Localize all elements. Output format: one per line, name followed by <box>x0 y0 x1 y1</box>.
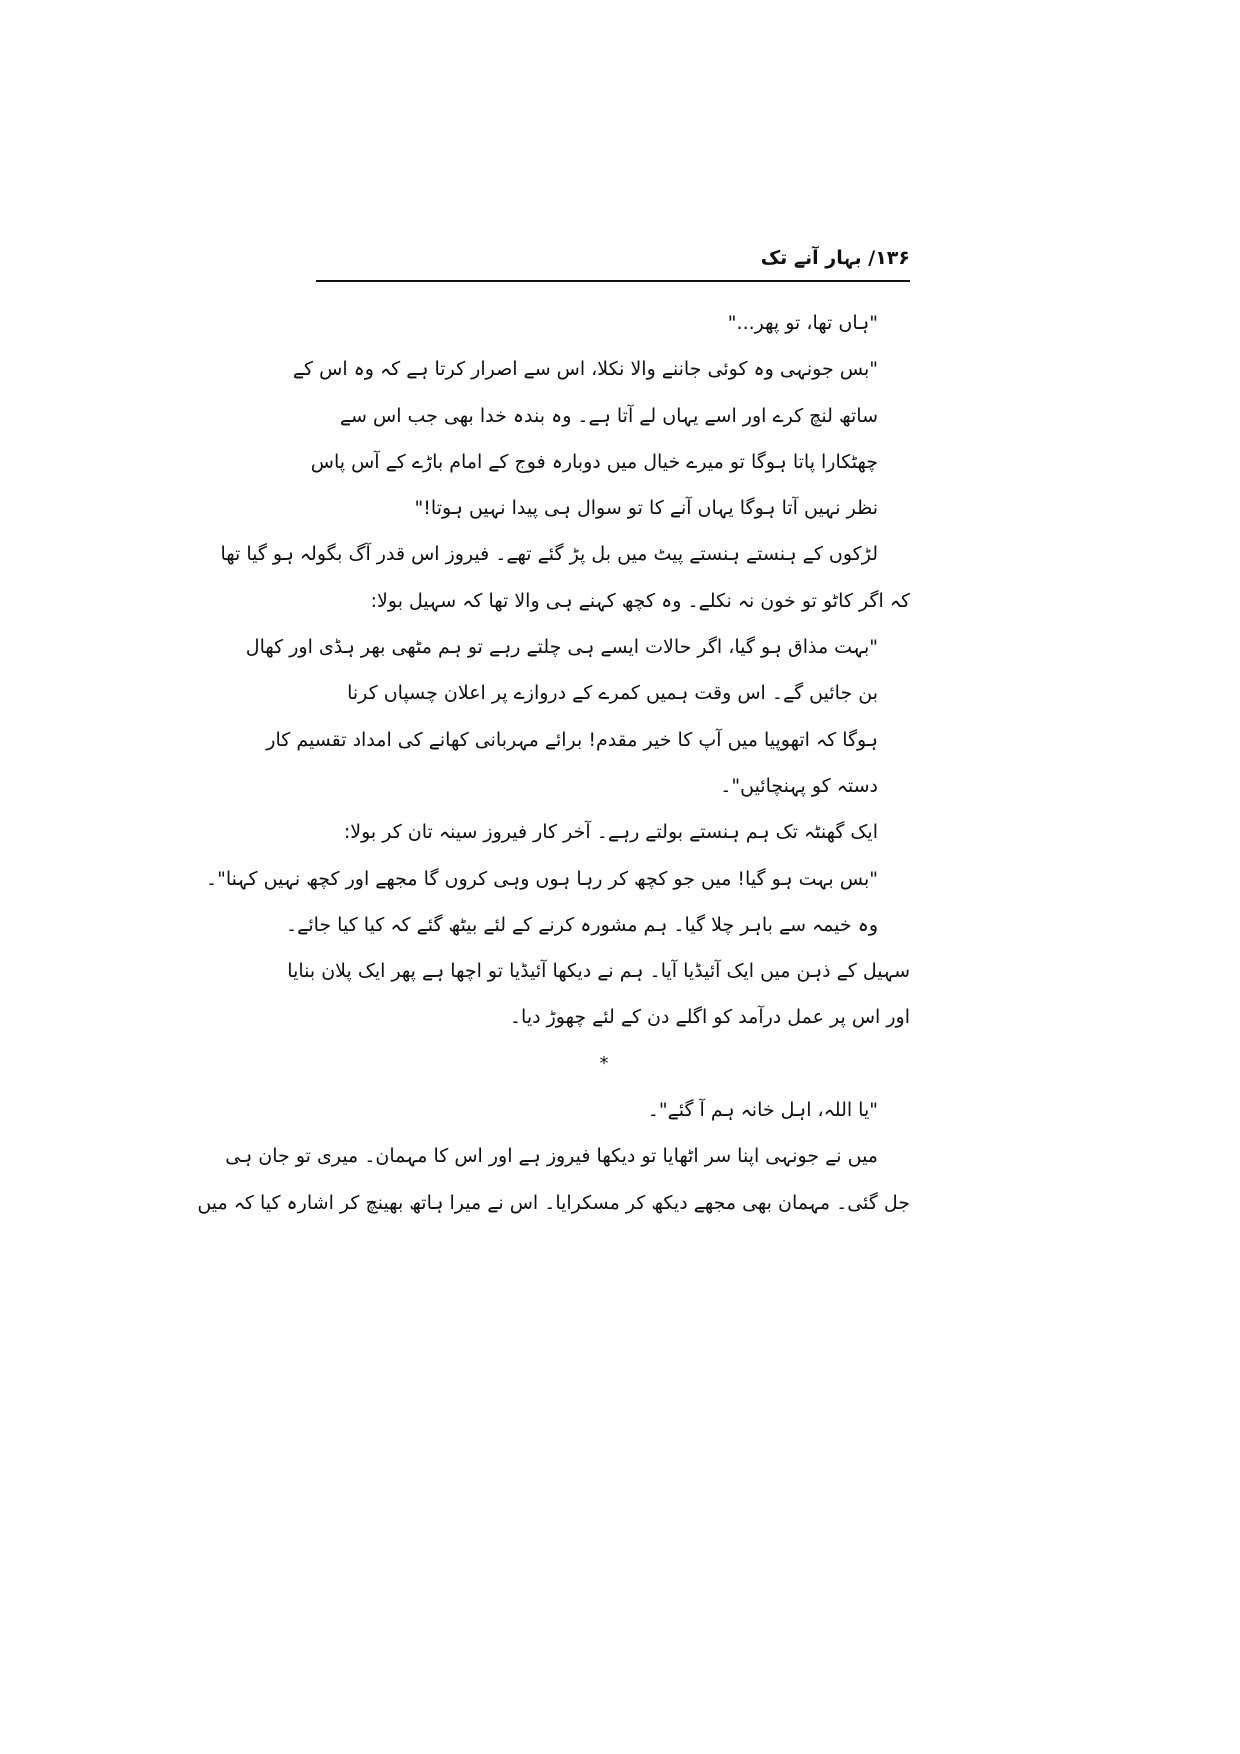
text-line: ایک گھنٹہ تک ہم ہنستے بولتے رہے۔ آخر کار فیروز سینہ تان کر بولا: <box>343 821 878 844</box>
text-line: "ہاں تھا، تو پھر..." <box>727 312 878 334</box>
text-line: "بس جونہی وہ کوئی جاننے والا نکلا، اس سے اصرار کرتا ہے کہ وہ اس کے <box>292 358 878 381</box>
text-line: ہوگا کہ اتھوپیا میں آپ کا خیر مقدم! برائے مہربانی کھانے کی امداد تقسیم کار <box>266 728 878 751</box>
running-header: ۱۳۶/ بہار آنے تک <box>760 247 910 269</box>
text-line: جل گئی۔ مہمان بھی مجھے دیکھ کر مسکرایا۔ اس نے میرا ہاتھ بھینچ کر اشارہ کیا کہ میں <box>197 1191 910 1214</box>
text-line: لڑکوں کے ہنستے ہنستے پیٹ میں بل پڑ گئے تھے۔ فیروز اس قدر آگ بگولہ ہو گیا تھا <box>220 543 878 566</box>
text-line: چھٹکارا پاتا ہوگا تو میرے خیال میں دوبارہ فوج کے امام باڑے کے آس پاس <box>310 450 878 473</box>
text-line: میں نے جونہی اپنا سر اٹھایا تو دیکھا فیروز ہے اور اس کا مہمان۔ میری تو جان ہی <box>225 1145 878 1168</box>
text-line: سہیل کے ذہن میں ایک آئیڈیا آیا۔ ہم نے دیکھا آئیڈیا تو اچھا ہے پھر ایک پلان بنایا <box>287 960 910 983</box>
header-rule <box>316 280 910 282</box>
text-line: نظر نہیں آتا ہوگا یہاں آنے کا تو سوال ہی پیدا نہیں ہوتا!" <box>414 497 878 520</box>
text-line: "یا اللہ، اہل خانہ ہم آ گئے"۔ <box>647 1099 878 1122</box>
text-line: کہ اگر کاٹو تو خون نہ نکلے۔ وہ کچھ کہنے ہی والا تھا کہ سہیل بولا: <box>370 589 910 612</box>
text-line: دستہ کو پہنچائیں"۔ <box>720 774 878 797</box>
page-header <box>316 238 910 278</box>
text-line: بن جائیں گے۔ اس وقت ہمیں کمرے کے دروازے پر اعلان چسپاں کرنا <box>347 682 878 705</box>
page-body <box>197 300 910 1226</box>
section-break: * <box>599 1052 609 1074</box>
text-line: وہ خیمہ سے باہر چلا گیا۔ ہم مشورہ کرنے کے لئے بیٹھ گئے کہ کیا کیا جائے۔ <box>286 913 878 936</box>
text-line: "بس بہت ہو گیا! میں جو کچھ کر رہا ہوں وہی کروں گا مجھے اور کچھ نہیں کہنا"۔ <box>205 867 878 890</box>
text-line: ساتھ لنچ کرے اور اسے یہاں لے آتا ہے۔ وہ بندہ خدا بھی جب اس سے <box>339 404 878 427</box>
text-line: "بہت مذاق ہو گیا، اگر حالات ایسے ہی چلتے رہے تو ہم مٹھی بھر ہڈی اور کھال <box>245 636 878 659</box>
text-line: اور اس پر عمل درآمد کو اگلے دن کے لئے چھوڑ دیا۔ <box>509 1006 910 1029</box>
